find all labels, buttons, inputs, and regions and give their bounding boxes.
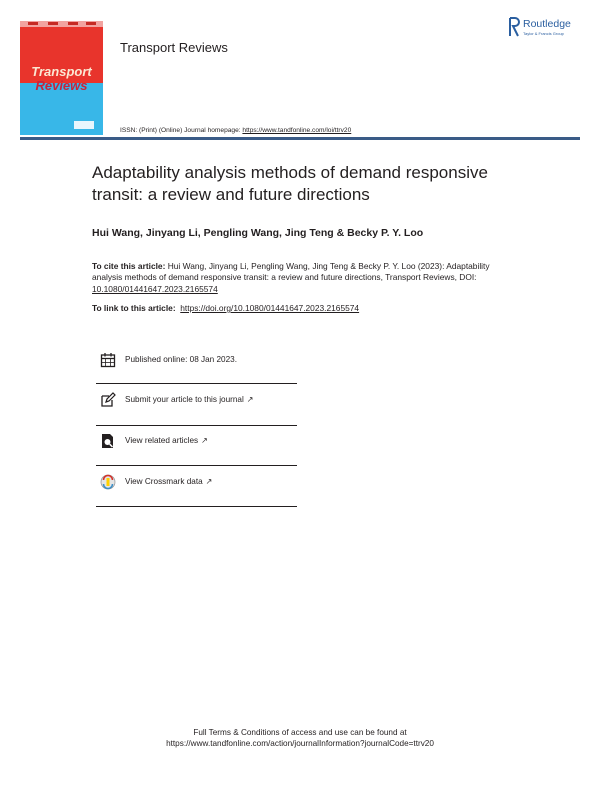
- cover-title-line2: Reviews: [35, 78, 88, 93]
- article-authors: Hui Wang, Jinyang Li, Pengling Wang, Jing Teng & Becky P. Y. Loo: [92, 227, 424, 239]
- cover-publisher-mark: [74, 121, 94, 129]
- action-divider: [96, 465, 297, 466]
- crossmark-label: View Crossmark data: [125, 477, 203, 486]
- footer-terms-link[interactable]: https://www.tandfonline.com/action/journalInformation?journalCode=ttrv20: [166, 739, 434, 748]
- journal-title: Transport Reviews: [120, 40, 228, 55]
- routledge-logo-icon: [509, 17, 520, 37]
- action-divider: [96, 383, 297, 384]
- issn-text: ISSN: (Print) (Online) Journal homepage:: [120, 127, 243, 134]
- footer-terms-text: Full Terms & Conditions of access and use can be found at: [193, 728, 407, 737]
- submit-article-text: [125, 395, 253, 404]
- cover-top-strip: [20, 21, 103, 27]
- search-document-icon: [100, 433, 116, 449]
- article-link-block: [92, 303, 359, 313]
- related-articles-text: [125, 436, 208, 445]
- external-link-icon: ↗: [201, 436, 208, 445]
- logo-tagline: Taylor & Francis Group: [523, 31, 564, 36]
- citation-label: To cite this article:: [92, 261, 166, 271]
- journal-cover: [20, 21, 103, 135]
- article-link-url[interactable]: https://doi.org/10.1080/01441647.2023.2165574: [180, 303, 360, 313]
- journal-homepage-link[interactable]: https://www.tandfonline.com/loi/ttrv20: [242, 127, 352, 134]
- header-divider: [20, 137, 580, 140]
- crossmark-link[interactable]: [96, 474, 297, 513]
- published-online-label: Published online: 08 Jan 2023.: [125, 355, 237, 364]
- calendar-icon: [100, 352, 116, 368]
- citation-text: Hui Wang, Jinyang Li, Pengling Wang, Jing Teng & Becky P. Y. Loo (2023): Adaptability analysis methods of demand responsive transit: a review and future directions, Transport Reviews, DOI:: [92, 261, 490, 283]
- crossmark-icon: [100, 474, 116, 490]
- routledge-logo: [509, 17, 589, 47]
- published-online-row: [96, 352, 297, 391]
- logo-name: Routledge: [523, 18, 571, 30]
- action-divider: [96, 425, 297, 426]
- footer: [0, 727, 600, 749]
- edit-icon: [100, 392, 116, 408]
- citation-doi-link[interactable]: 10.1080/01441647.2023.2165574: [92, 283, 218, 294]
- issn-line: [120, 127, 351, 134]
- external-link-icon: ↗: [205, 477, 213, 486]
- external-link-icon: ↗: [246, 395, 254, 404]
- related-articles-link[interactable]: [96, 433, 297, 472]
- cover-title-line1: Transport: [31, 64, 92, 79]
- crossmark-text: [125, 477, 212, 486]
- article-title: Adaptability analysis methods of demand responsive transit: a review and future directions: [92, 163, 488, 204]
- article-link-label: To link to this article:: [92, 303, 178, 313]
- related-articles-label: View related articles: [125, 436, 199, 445]
- action-divider: [96, 506, 297, 507]
- citation-block: [92, 261, 522, 295]
- submit-article-label: Submit your article to this journal: [125, 395, 244, 404]
